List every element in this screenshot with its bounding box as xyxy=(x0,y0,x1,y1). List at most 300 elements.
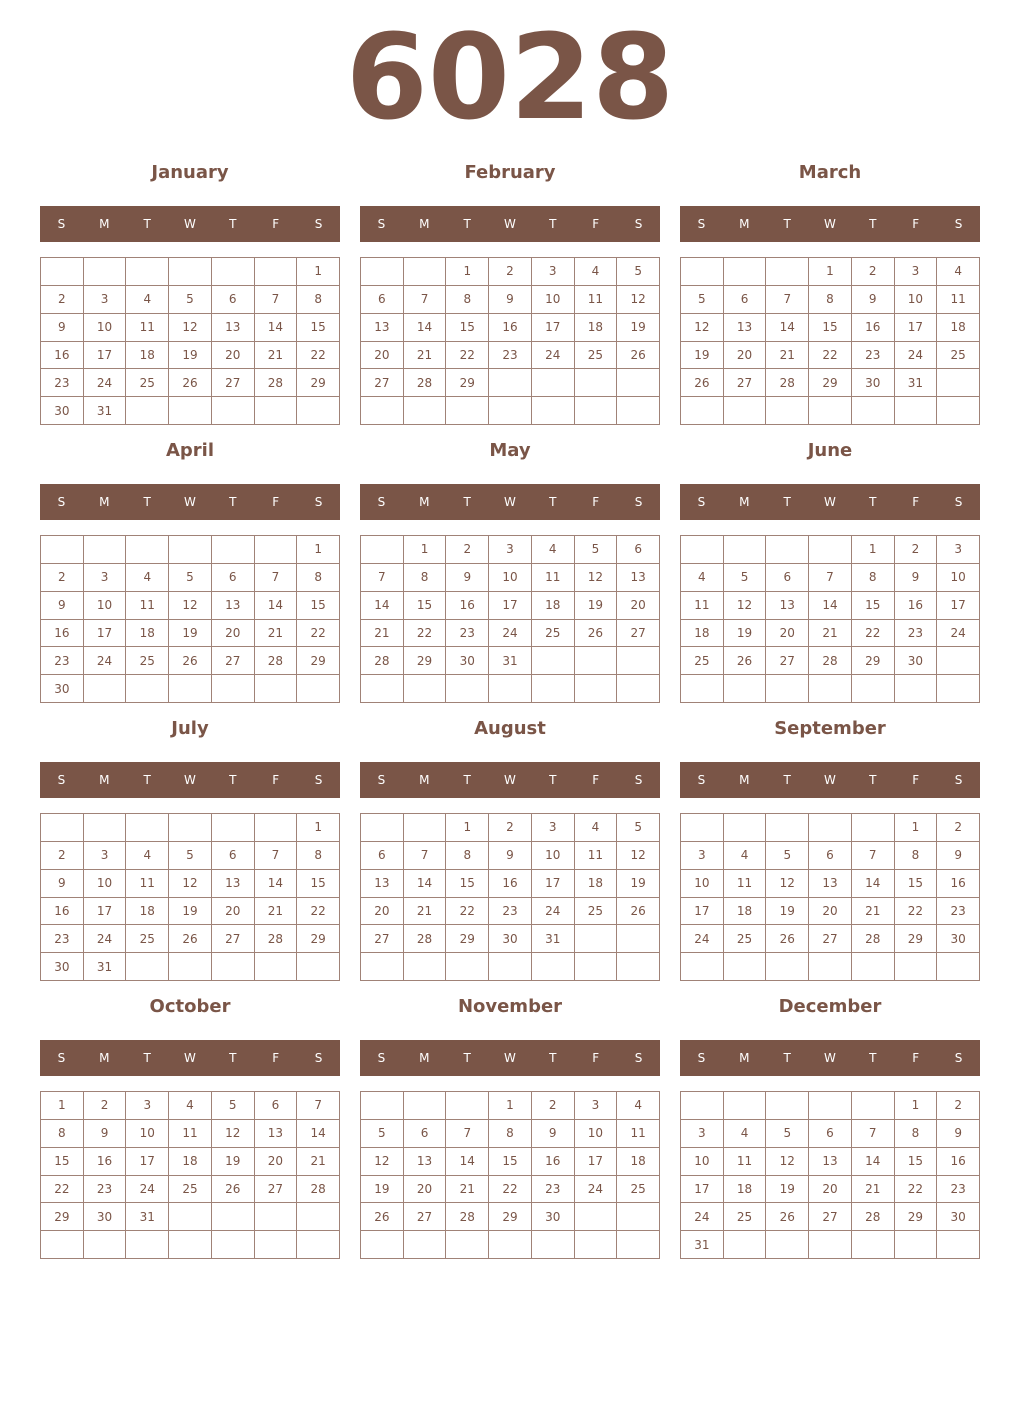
weekday-header xyxy=(360,206,660,242)
day-cell: 29 xyxy=(297,369,340,397)
empty-cell xyxy=(617,369,660,397)
day-cell: 20 xyxy=(809,898,852,926)
day-cell: 21 xyxy=(809,620,852,648)
day-cell: 21 xyxy=(446,1176,489,1204)
weekday-label: M xyxy=(739,1051,750,1065)
day-cell: 12 xyxy=(681,314,724,342)
weekday-header xyxy=(680,762,980,798)
day-cell: 24 xyxy=(84,925,127,953)
weekday-label: T xyxy=(229,495,237,509)
day-cell: 24 xyxy=(575,1176,618,1204)
day-cell: 21 xyxy=(255,898,298,926)
day-cell: 10 xyxy=(489,564,532,592)
day-cell: 19 xyxy=(575,592,618,620)
day-cell: 9 xyxy=(532,1120,575,1148)
empty-cell xyxy=(255,1203,298,1231)
day-cell: 24 xyxy=(84,369,127,397)
day-grid xyxy=(360,813,660,981)
day-cell: 18 xyxy=(724,898,767,926)
weekday-label: S xyxy=(954,773,963,787)
day-cell: 19 xyxy=(169,342,212,370)
day-cell: 27 xyxy=(617,620,660,648)
weekday-header xyxy=(680,206,980,242)
empty-cell xyxy=(446,1231,489,1259)
day-cell: 18 xyxy=(937,314,980,342)
day-cell: 25 xyxy=(724,925,767,953)
weekday-header xyxy=(680,484,980,520)
day-cell: 22 xyxy=(446,898,489,926)
day-cell: 3 xyxy=(532,814,575,842)
day-cell: 5 xyxy=(212,1092,255,1120)
day-cell: 7 xyxy=(255,564,298,592)
empty-cell xyxy=(169,1231,212,1259)
day-cell: 15 xyxy=(41,1148,84,1176)
weekday-label: T xyxy=(549,217,557,231)
weekday-label: M xyxy=(419,495,430,509)
weekday-label: W xyxy=(504,495,516,509)
day-cell: 22 xyxy=(852,620,895,648)
empty-cell xyxy=(895,1231,938,1259)
day-cell: 3 xyxy=(126,1092,169,1120)
empty-cell xyxy=(575,397,618,425)
empty-cell xyxy=(361,1092,404,1120)
month-name: March xyxy=(798,162,862,183)
day-cell: 18 xyxy=(617,1148,660,1176)
empty-cell xyxy=(84,1231,127,1259)
day-cell: 30 xyxy=(489,925,532,953)
day-cell: 24 xyxy=(84,647,127,675)
day-cell: 26 xyxy=(575,620,618,648)
day-cell: 20 xyxy=(724,342,767,370)
weekday-label: F xyxy=(272,495,280,509)
empty-cell xyxy=(766,814,809,842)
day-cell: 27 xyxy=(255,1176,298,1204)
day-cell: 7 xyxy=(404,286,447,314)
weekday-label: F xyxy=(592,217,600,231)
day-cell: 1 xyxy=(895,814,938,842)
day-cell: 2 xyxy=(937,814,980,842)
day-cell: 20 xyxy=(212,620,255,648)
month-name: February xyxy=(464,162,556,183)
day-cell: 15 xyxy=(809,314,852,342)
day-cell: 1 xyxy=(446,814,489,842)
empty-cell xyxy=(489,675,532,703)
empty-cell xyxy=(361,397,404,425)
day-cell: 16 xyxy=(446,592,489,620)
weekday-label: S xyxy=(697,773,706,787)
day-cell: 18 xyxy=(169,1148,212,1176)
month-name: September xyxy=(774,718,886,739)
day-cell: 20 xyxy=(404,1176,447,1204)
empty-cell xyxy=(446,953,489,981)
empty-cell xyxy=(255,536,298,564)
day-cell: 2 xyxy=(895,536,938,564)
day-cell: 1 xyxy=(489,1092,532,1120)
weekday-label: S xyxy=(314,217,323,231)
day-cell: 11 xyxy=(681,592,724,620)
day-cell: 15 xyxy=(489,1148,532,1176)
day-cell: 16 xyxy=(489,870,532,898)
weekday-label: W xyxy=(184,773,196,787)
day-cell: 17 xyxy=(575,1148,618,1176)
day-cell: 2 xyxy=(532,1092,575,1120)
weekday-label: T xyxy=(463,1051,471,1065)
empty-cell xyxy=(852,1092,895,1120)
day-cell: 20 xyxy=(212,898,255,926)
day-cell: 2 xyxy=(41,842,84,870)
weekday-label: T xyxy=(463,217,471,231)
weekday-label: F xyxy=(912,495,920,509)
empty-cell xyxy=(617,925,660,953)
day-cell: 10 xyxy=(532,842,575,870)
empty-cell xyxy=(212,1231,255,1259)
day-cell: 20 xyxy=(212,342,255,370)
empty-cell xyxy=(852,953,895,981)
weekday-label: S xyxy=(57,773,66,787)
day-cell: 14 xyxy=(852,870,895,898)
day-cell: 16 xyxy=(41,342,84,370)
weekday-label: W xyxy=(824,773,836,787)
day-cell: 14 xyxy=(255,314,298,342)
empty-cell xyxy=(255,397,298,425)
day-cell: 1 xyxy=(297,258,340,286)
day-cell: 24 xyxy=(895,342,938,370)
day-cell: 7 xyxy=(446,1120,489,1148)
weekday-label: M xyxy=(99,217,110,231)
day-cell: 4 xyxy=(126,842,169,870)
empty-cell xyxy=(766,675,809,703)
day-cell: 5 xyxy=(169,286,212,314)
weekday-label: T xyxy=(783,773,791,787)
day-cell: 17 xyxy=(681,1176,724,1204)
day-cell: 12 xyxy=(766,870,809,898)
weekday-header xyxy=(40,762,340,798)
month-name: December xyxy=(778,996,882,1017)
weekday-label: M xyxy=(99,1051,110,1065)
empty-cell xyxy=(575,675,618,703)
empty-cell xyxy=(169,675,212,703)
empty-cell xyxy=(212,953,255,981)
day-cell: 29 xyxy=(446,925,489,953)
weekday-label: S xyxy=(954,1051,963,1065)
empty-cell xyxy=(809,814,852,842)
day-cell: 27 xyxy=(724,369,767,397)
weekday-label: F xyxy=(272,773,280,787)
empty-cell xyxy=(937,953,980,981)
empty-cell xyxy=(297,675,340,703)
day-cell: 4 xyxy=(169,1092,212,1120)
day-cell: 23 xyxy=(489,898,532,926)
day-cell: 21 xyxy=(255,620,298,648)
day-cell: 3 xyxy=(84,286,127,314)
day-cell: 27 xyxy=(212,925,255,953)
weekday-header xyxy=(40,484,340,520)
day-cell: 3 xyxy=(575,1092,618,1120)
day-cell: 30 xyxy=(446,647,489,675)
day-cell: 12 xyxy=(575,564,618,592)
day-cell: 8 xyxy=(895,842,938,870)
day-cell: 25 xyxy=(937,342,980,370)
day-cell: 13 xyxy=(766,592,809,620)
day-cell: 8 xyxy=(446,842,489,870)
day-cell: 3 xyxy=(895,258,938,286)
empty-cell xyxy=(617,675,660,703)
day-cell: 9 xyxy=(41,870,84,898)
day-cell: 24 xyxy=(489,620,532,648)
empty-cell xyxy=(361,675,404,703)
day-cell: 10 xyxy=(575,1120,618,1148)
empty-cell xyxy=(895,397,938,425)
day-cell: 6 xyxy=(809,842,852,870)
day-cell: 6 xyxy=(809,1120,852,1148)
day-cell: 3 xyxy=(532,258,575,286)
empty-cell xyxy=(126,1231,169,1259)
empty-cell xyxy=(169,258,212,286)
day-cell: 8 xyxy=(297,564,340,592)
empty-cell xyxy=(489,1231,532,1259)
empty-cell xyxy=(169,953,212,981)
day-cell: 28 xyxy=(255,647,298,675)
day-cell: 2 xyxy=(937,1092,980,1120)
weekday-label: S xyxy=(954,495,963,509)
weekday-label: S xyxy=(697,495,706,509)
day-cell: 4 xyxy=(126,564,169,592)
day-cell: 26 xyxy=(617,898,660,926)
day-cell: 28 xyxy=(809,647,852,675)
day-cell: 27 xyxy=(809,925,852,953)
weekday-label: T xyxy=(143,773,151,787)
empty-cell xyxy=(84,814,127,842)
weekday-label: F xyxy=(912,773,920,787)
weekday-label: S xyxy=(377,495,386,509)
day-cell: 17 xyxy=(84,620,127,648)
day-cell: 28 xyxy=(852,1203,895,1231)
weekday-label: T xyxy=(143,1051,151,1065)
day-cell: 25 xyxy=(575,342,618,370)
day-cell: 4 xyxy=(126,286,169,314)
month-name: November xyxy=(457,996,563,1017)
weekday-label: M xyxy=(99,495,110,509)
day-cell: 21 xyxy=(852,1176,895,1204)
empty-cell xyxy=(852,397,895,425)
day-cell: 10 xyxy=(84,870,127,898)
day-cell: 12 xyxy=(169,870,212,898)
empty-cell xyxy=(41,536,84,564)
empty-cell xyxy=(446,397,489,425)
day-cell: 1 xyxy=(446,258,489,286)
day-cell: 7 xyxy=(297,1092,340,1120)
day-cell: 11 xyxy=(169,1120,212,1148)
month-name: June xyxy=(807,440,853,461)
weekday-label: M xyxy=(739,495,750,509)
day-cell: 16 xyxy=(937,1148,980,1176)
empty-cell xyxy=(809,536,852,564)
empty-cell xyxy=(169,536,212,564)
weekday-label: T xyxy=(869,217,877,231)
weekday-label: S xyxy=(697,1051,706,1065)
day-cell: 2 xyxy=(446,536,489,564)
empty-cell xyxy=(446,1092,489,1120)
day-cell: 17 xyxy=(84,342,127,370)
empty-cell xyxy=(255,258,298,286)
weekday-label: W xyxy=(184,1051,196,1065)
weekday-label: T xyxy=(869,495,877,509)
day-cell: 3 xyxy=(681,842,724,870)
empty-cell xyxy=(617,1203,660,1231)
empty-cell xyxy=(852,1231,895,1259)
empty-cell xyxy=(532,1231,575,1259)
day-cell: 7 xyxy=(766,286,809,314)
day-cell: 16 xyxy=(41,898,84,926)
day-cell: 30 xyxy=(41,675,84,703)
day-cell: 6 xyxy=(212,286,255,314)
empty-cell xyxy=(446,675,489,703)
day-cell: 5 xyxy=(617,814,660,842)
weekday-label: M xyxy=(419,217,430,231)
empty-cell xyxy=(255,953,298,981)
day-cell: 17 xyxy=(489,592,532,620)
day-cell: 11 xyxy=(617,1120,660,1148)
day-cell: 23 xyxy=(937,898,980,926)
empty-cell xyxy=(617,1231,660,1259)
day-cell: 28 xyxy=(404,925,447,953)
day-cell: 11 xyxy=(937,286,980,314)
day-cell: 3 xyxy=(84,842,127,870)
weekday-label: W xyxy=(184,217,196,231)
day-grid xyxy=(680,535,980,703)
empty-cell xyxy=(297,1231,340,1259)
day-cell: 29 xyxy=(895,1203,938,1231)
day-cell: 4 xyxy=(937,258,980,286)
month-name: April xyxy=(165,440,215,461)
day-cell: 4 xyxy=(724,842,767,870)
day-grid xyxy=(40,1091,340,1259)
empty-cell xyxy=(404,397,447,425)
day-cell: 28 xyxy=(766,369,809,397)
day-cell: 23 xyxy=(532,1176,575,1204)
weekday-label: S xyxy=(377,773,386,787)
day-cell: 9 xyxy=(895,564,938,592)
day-cell: 18 xyxy=(126,342,169,370)
day-cell: 1 xyxy=(41,1092,84,1120)
weekday-header xyxy=(680,1040,980,1076)
day-cell: 18 xyxy=(575,870,618,898)
day-cell: 30 xyxy=(41,397,84,425)
day-cell: 16 xyxy=(489,314,532,342)
day-cell: 10 xyxy=(937,564,980,592)
day-cell: 31 xyxy=(681,1231,724,1259)
day-cell: 30 xyxy=(895,647,938,675)
day-cell: 30 xyxy=(532,1203,575,1231)
day-cell: 2 xyxy=(489,258,532,286)
day-cell: 14 xyxy=(255,592,298,620)
day-cell: 24 xyxy=(681,1203,724,1231)
empty-cell xyxy=(84,258,127,286)
day-cell: 11 xyxy=(575,842,618,870)
empty-cell xyxy=(766,397,809,425)
day-cell: 31 xyxy=(84,397,127,425)
day-cell: 1 xyxy=(297,814,340,842)
day-cell: 17 xyxy=(532,314,575,342)
day-cell: 26 xyxy=(212,1176,255,1204)
empty-cell xyxy=(937,397,980,425)
day-cell: 25 xyxy=(724,1203,767,1231)
weekday-header xyxy=(360,1040,660,1076)
day-cell: 28 xyxy=(404,369,447,397)
day-cell: 23 xyxy=(446,620,489,648)
day-cell: 8 xyxy=(446,286,489,314)
weekday-label: S xyxy=(377,217,386,231)
weekday-label: M xyxy=(739,773,750,787)
day-grid xyxy=(40,257,340,425)
day-cell: 20 xyxy=(361,898,404,926)
empty-cell xyxy=(809,1092,852,1120)
weekday-label: S xyxy=(57,495,66,509)
day-cell: 26 xyxy=(169,369,212,397)
day-cell: 9 xyxy=(937,1120,980,1148)
day-grid xyxy=(360,1091,660,1259)
day-cell: 22 xyxy=(297,342,340,370)
day-cell: 22 xyxy=(895,1176,938,1204)
day-cell: 3 xyxy=(84,564,127,592)
weekday-label: T xyxy=(143,217,151,231)
day-cell: 25 xyxy=(575,898,618,926)
day-cell: 26 xyxy=(724,647,767,675)
empty-cell xyxy=(766,953,809,981)
day-cell: 13 xyxy=(404,1148,447,1176)
day-cell: 27 xyxy=(404,1203,447,1231)
day-cell: 11 xyxy=(126,592,169,620)
weekday-label: T xyxy=(463,495,471,509)
weekday-label: T xyxy=(229,1051,237,1065)
day-cell: 12 xyxy=(617,842,660,870)
weekday-label: F xyxy=(272,1051,280,1065)
day-cell: 27 xyxy=(809,1203,852,1231)
day-cell: 13 xyxy=(724,314,767,342)
weekday-label: T xyxy=(463,773,471,787)
empty-cell xyxy=(84,536,127,564)
weekday-label: M xyxy=(739,217,750,231)
empty-cell xyxy=(41,1231,84,1259)
day-cell: 15 xyxy=(446,870,489,898)
day-cell: 24 xyxy=(681,925,724,953)
empty-cell xyxy=(169,1203,212,1231)
day-cell: 15 xyxy=(895,870,938,898)
day-cell: 22 xyxy=(446,342,489,370)
day-cell: 16 xyxy=(852,314,895,342)
empty-cell xyxy=(532,675,575,703)
day-cell: 21 xyxy=(852,898,895,926)
day-cell: 10 xyxy=(681,870,724,898)
day-cell: 29 xyxy=(852,647,895,675)
day-cell: 5 xyxy=(681,286,724,314)
day-cell: 23 xyxy=(84,1176,127,1204)
empty-cell xyxy=(724,675,767,703)
day-cell: 9 xyxy=(489,286,532,314)
empty-cell xyxy=(766,536,809,564)
empty-cell xyxy=(489,953,532,981)
day-cell: 12 xyxy=(766,1148,809,1176)
empty-cell xyxy=(41,814,84,842)
empty-cell xyxy=(532,647,575,675)
empty-cell xyxy=(575,1203,618,1231)
day-cell: 5 xyxy=(766,1120,809,1148)
day-cell: 13 xyxy=(809,870,852,898)
day-cell: 20 xyxy=(255,1148,298,1176)
empty-cell xyxy=(169,814,212,842)
day-cell: 20 xyxy=(617,592,660,620)
empty-cell xyxy=(895,675,938,703)
